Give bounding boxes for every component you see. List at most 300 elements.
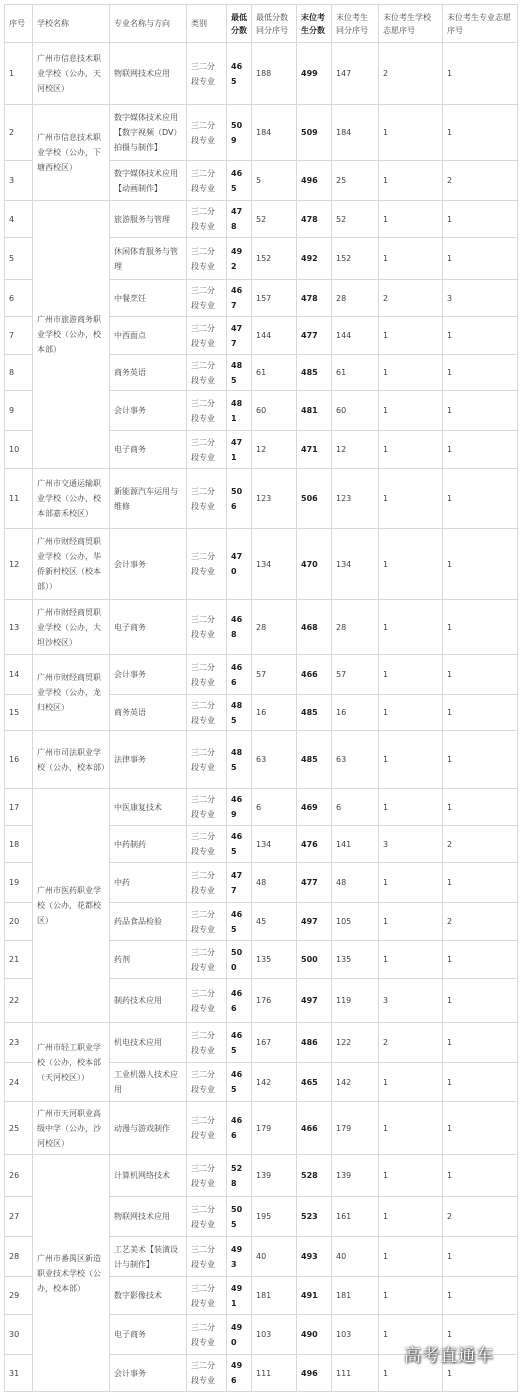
last-score-cell: 523 — [297, 1197, 332, 1237]
last-score-cell: 528 — [297, 1155, 332, 1197]
category-cell: 三二分段专业 — [187, 655, 227, 695]
major-cell: 中西面点 — [110, 317, 187, 355]
min-seq-cell: 103 — [252, 1315, 297, 1355]
last-seq-cell: 134 — [332, 529, 379, 600]
last-score-cell: 497 — [297, 903, 332, 941]
major-cell: 商务英语 — [110, 355, 187, 391]
major-cell: 中餐烹饪 — [110, 280, 187, 317]
major-cell: 会计事务 — [110, 391, 187, 431]
min-seq-cell: 48 — [252, 863, 297, 903]
category-cell: 三二分段专业 — [187, 1155, 227, 1197]
min-score-cell: 481 — [227, 391, 252, 431]
school-pref-cell: 1 — [379, 903, 443, 941]
seq-cell: 29 — [5, 1277, 33, 1315]
category-cell: 三二分段专业 — [187, 941, 227, 979]
last-seq-cell: 12 — [332, 431, 379, 469]
last-seq-cell: 142 — [332, 1063, 379, 1102]
major-pref-cell: 1 — [443, 1102, 518, 1155]
school-cell: 广州市信息技术职业学校（公办，下塘西校区） — [33, 105, 110, 201]
school-pref-cell: 1 — [379, 201, 443, 238]
school-pref-cell: 1 — [379, 105, 443, 161]
category-cell: 三二分段专业 — [187, 979, 227, 1023]
seq-cell: 8 — [5, 355, 33, 391]
school-pref-cell: 1 — [379, 863, 443, 903]
header-min-seq: 最低分数同分序号 — [252, 5, 297, 43]
school-pref-cell: 1 — [379, 695, 443, 731]
last-score-cell: 485 — [297, 695, 332, 731]
min-seq-cell: 123 — [252, 469, 297, 529]
min-seq-cell: 157 — [252, 280, 297, 317]
min-seq-cell: 195 — [252, 1197, 297, 1237]
category-cell: 三二分段专业 — [187, 317, 227, 355]
watermark: 高考直通车 — [404, 1346, 494, 1366]
school-cell: 广州市财经商贸职业学校（公办，大坦沙校区） — [33, 600, 110, 655]
major-pref-cell: 1 — [443, 863, 518, 903]
min-seq-cell: 6 — [252, 789, 297, 826]
min-score-cell: 465 — [227, 1023, 252, 1063]
seq-cell: 7 — [5, 317, 33, 355]
last-score-cell: 469 — [297, 789, 332, 826]
category-cell: 三二分段专业 — [187, 355, 227, 391]
seq-cell: 24 — [5, 1063, 33, 1102]
min-score-cell: 467 — [227, 280, 252, 317]
seq-cell: 13 — [5, 600, 33, 655]
major-cell: 商务英语 — [110, 695, 187, 731]
school-pref-cell: 1 — [379, 355, 443, 391]
major-pref-cell: 1 — [443, 469, 518, 529]
last-score-cell: 497 — [297, 979, 332, 1023]
header-major-pref: 末位考生专业志愿序号 — [443, 5, 518, 43]
category-cell: 三二分段专业 — [187, 43, 227, 105]
major-pref-cell: 1 — [443, 600, 518, 655]
school-cell: 广州市交通运输职业学校（公办，校本部嘉禾校区） — [33, 469, 110, 529]
major-cell: 数字媒体技术应用【动画制作】 — [110, 161, 187, 201]
seq-cell: 28 — [5, 1237, 33, 1277]
category-cell: 三二分段专业 — [187, 105, 227, 161]
last-seq-cell: 16 — [332, 695, 379, 731]
major-pref-cell: 1 — [443, 1237, 518, 1277]
school-pref-cell: 1 — [379, 391, 443, 431]
last-score-cell: 468 — [297, 600, 332, 655]
category-cell: 三二分段专业 — [187, 1355, 227, 1392]
table-row — [5, 469, 518, 529]
min-seq-cell: 60 — [252, 391, 297, 431]
last-seq-cell: 122 — [332, 1023, 379, 1063]
min-seq-cell: 45 — [252, 903, 297, 941]
category-cell: 三二分段专业 — [187, 731, 227, 789]
min-score-cell: 470 — [227, 529, 252, 600]
category-cell: 三二分段专业 — [187, 600, 227, 655]
major-pref-cell: 1 — [443, 529, 518, 600]
header-min-score: 最低分数 — [227, 5, 252, 43]
last-score-cell: 465 — [297, 1063, 332, 1102]
seq-cell: 12 — [5, 529, 33, 600]
min-seq-cell: 188 — [252, 43, 297, 105]
major-cell: 物联网技术应用 — [110, 43, 187, 105]
category-cell: 三二分段专业 — [187, 1023, 227, 1063]
major-cell: 会计事务 — [110, 1355, 187, 1392]
last-seq-cell: 144 — [332, 317, 379, 355]
min-score-cell: 466 — [227, 979, 252, 1023]
last-score-cell: 470 — [297, 529, 332, 600]
major-pref-cell: 1 — [443, 391, 518, 431]
last-score-cell: 500 — [297, 941, 332, 979]
major-pref-cell: 2 — [443, 1197, 518, 1237]
table-row — [5, 105, 518, 161]
category-cell: 三二分段专业 — [187, 161, 227, 201]
min-score-cell: 491 — [227, 1277, 252, 1315]
last-seq-cell: 60 — [332, 391, 379, 431]
school-pref-cell: 1 — [379, 600, 443, 655]
min-score-cell: 528 — [227, 1155, 252, 1197]
last-seq-cell: 161 — [332, 1197, 379, 1237]
min-seq-cell: 134 — [252, 529, 297, 600]
table-row — [5, 201, 518, 238]
last-seq-cell: 181 — [332, 1277, 379, 1315]
min-seq-cell: 57 — [252, 655, 297, 695]
school-cell: 广州市信息技术职业学校（公办，天河校区） — [33, 43, 110, 105]
last-seq-cell: 63 — [332, 731, 379, 789]
min-score-cell: 466 — [227, 655, 252, 695]
major-cell: 数字影像技术 — [110, 1277, 187, 1315]
last-score-cell: 486 — [297, 1023, 332, 1063]
school-pref-cell: 1 — [379, 1237, 443, 1277]
table-row — [5, 529, 518, 600]
min-score-cell: 466 — [227, 1102, 252, 1155]
school-pref-cell: 2 — [379, 1023, 443, 1063]
last-seq-cell: 152 — [332, 238, 379, 280]
min-score-cell: 509 — [227, 105, 252, 161]
major-cell: 法律事务 — [110, 731, 187, 789]
major-cell: 计算机网络技术 — [110, 1155, 187, 1197]
school-pref-cell: 1 — [379, 469, 443, 529]
min-seq-cell: 135 — [252, 941, 297, 979]
seq-cell: 3 — [5, 161, 33, 201]
last-score-cell: 496 — [297, 161, 332, 201]
last-seq-cell: 139 — [332, 1155, 379, 1197]
category-cell: 三二分段专业 — [187, 280, 227, 317]
min-seq-cell: 12 — [252, 431, 297, 469]
school-cell: 广州市轻工职业学校（公办，校本部（天河校区）） — [33, 1023, 110, 1102]
table-row — [5, 1023, 518, 1063]
last-score-cell: 499 — [297, 43, 332, 105]
seq-cell: 25 — [5, 1102, 33, 1155]
last-score-cell: 478 — [297, 280, 332, 317]
major-pref-cell: 1 — [443, 317, 518, 355]
category-cell: 三二分段专业 — [187, 1237, 227, 1277]
header-category: 类别 — [187, 5, 227, 43]
major-cell: 电子商务 — [110, 1315, 187, 1355]
school-pref-cell: 1 — [379, 1155, 443, 1197]
school-cell: 广州市旅游商务职业学校（公办，校本部） — [33, 201, 110, 469]
table-row — [5, 1102, 518, 1155]
school-pref-cell: 1 — [379, 1102, 443, 1155]
last-score-cell: 490 — [297, 1315, 332, 1355]
major-cell: 会计事务 — [110, 655, 187, 695]
seq-cell: 6 — [5, 280, 33, 317]
last-seq-cell: 105 — [332, 903, 379, 941]
major-pref-cell: 1 — [443, 431, 518, 469]
major-pref-cell: 1 — [443, 355, 518, 391]
school-pref-cell: 2 — [379, 280, 443, 317]
min-score-cell: 465 — [227, 826, 252, 863]
last-score-cell: 491 — [297, 1277, 332, 1315]
last-score-cell: 478 — [297, 201, 332, 238]
header-last-score: 末位考生分数 — [297, 5, 332, 43]
table-body — [5, 43, 518, 1392]
seq-cell: 31 — [5, 1355, 33, 1392]
last-seq-cell: 28 — [332, 600, 379, 655]
school-cell: 广州市天河职业高级中学（公办，沙河校区） — [33, 1102, 110, 1155]
major-cell: 休闲体育服务与管理 — [110, 238, 187, 280]
major-cell: 会计事务 — [110, 529, 187, 600]
min-seq-cell: 61 — [252, 355, 297, 391]
major-pref-cell: 1 — [443, 789, 518, 826]
last-score-cell: 506 — [297, 469, 332, 529]
table-row — [5, 655, 518, 695]
seq-cell: 21 — [5, 941, 33, 979]
min-score-cell: 496 — [227, 1355, 252, 1392]
category-cell: 三二分段专业 — [187, 695, 227, 731]
category-cell: 三二分段专业 — [187, 391, 227, 431]
school-pref-cell: 1 — [379, 941, 443, 979]
major-pref-cell: 1 — [443, 1315, 518, 1355]
major-pref-cell: 2 — [443, 161, 518, 201]
min-seq-cell: 144 — [252, 317, 297, 355]
min-score-cell: 465 — [227, 43, 252, 105]
header-last-seq: 末位考生同分序号 — [332, 5, 379, 43]
category-cell: 三二分段专业 — [187, 1197, 227, 1237]
category-cell: 三二分段专业 — [187, 529, 227, 600]
last-seq-cell: 184 — [332, 105, 379, 161]
major-cell: 中医康复技术 — [110, 789, 187, 826]
seq-cell: 17 — [5, 789, 33, 826]
school-pref-cell: 1 — [379, 1355, 443, 1392]
table-row — [5, 1155, 518, 1197]
major-cell: 物联网技术应用 — [110, 1197, 187, 1237]
min-seq-cell: 181 — [252, 1277, 297, 1315]
last-seq-cell: 57 — [332, 655, 379, 695]
major-cell: 工业机器人技术应用 — [110, 1063, 187, 1102]
major-cell: 中药制药 — [110, 826, 187, 863]
category-cell: 三二分段专业 — [187, 1277, 227, 1315]
major-cell: 电子商务 — [110, 431, 187, 469]
school-pref-cell: 1 — [379, 1277, 443, 1315]
school-pref-cell: 1 — [379, 1197, 443, 1237]
seq-cell: 19 — [5, 863, 33, 903]
last-score-cell: 481 — [297, 391, 332, 431]
major-pref-cell: 1 — [443, 1023, 518, 1063]
category-cell: 三二分段专业 — [187, 789, 227, 826]
last-seq-cell: 147 — [332, 43, 379, 105]
major-pref-cell: 1 — [443, 1355, 518, 1392]
last-score-cell: 466 — [297, 655, 332, 695]
min-score-cell: 485 — [227, 731, 252, 789]
category-cell: 三二分段专业 — [187, 1315, 227, 1355]
min-score-cell: 505 — [227, 1197, 252, 1237]
min-seq-cell: 111 — [252, 1355, 297, 1392]
major-pref-cell: 1 — [443, 731, 518, 789]
min-seq-cell: 40 — [252, 1237, 297, 1277]
category-cell: 三二分段专业 — [187, 903, 227, 941]
min-score-cell: 471 — [227, 431, 252, 469]
last-score-cell: 485 — [297, 731, 332, 789]
min-score-cell: 485 — [227, 695, 252, 731]
min-score-cell: 506 — [227, 469, 252, 529]
last-seq-cell: 28 — [332, 280, 379, 317]
min-score-cell: 493 — [227, 1237, 252, 1277]
min-score-cell: 465 — [227, 161, 252, 201]
major-cell: 药品食品检验 — [110, 903, 187, 941]
min-score-cell: 469 — [227, 789, 252, 826]
major-pref-cell: 1 — [443, 979, 518, 1023]
table-row — [5, 731, 518, 789]
major-cell: 工艺美术【装潢设计与制作】 — [110, 1237, 187, 1277]
school-cell: 广州市财经商贸职业学校（公办，华侨新村校区（校本部）） — [33, 529, 110, 600]
seq-cell: 10 — [5, 431, 33, 469]
last-seq-cell: 119 — [332, 979, 379, 1023]
last-seq-cell: 141 — [332, 826, 379, 863]
category-cell: 三二分段专业 — [187, 1102, 227, 1155]
last-seq-cell: 61 — [332, 355, 379, 391]
category-cell: 三二分段专业 — [187, 469, 227, 529]
last-seq-cell: 123 — [332, 469, 379, 529]
school-cell: 广州市财经商贸职业学校（公办，龙归校区） — [33, 655, 110, 731]
seq-cell: 4 — [5, 201, 33, 238]
min-score-cell: 485 — [227, 355, 252, 391]
table-header-row — [5, 5, 518, 43]
category-cell: 三二分段专业 — [187, 826, 227, 863]
last-score-cell: 496 — [297, 1355, 332, 1392]
major-pref-cell: 1 — [443, 695, 518, 731]
school-cell: 广州市医药职业学校（公办，花都校区） — [33, 789, 110, 1023]
major-cell: 数字媒体技术应用【数字视频（DV）拍摄与制作】 — [110, 105, 187, 161]
school-pref-cell: 1 — [379, 1315, 443, 1355]
header-seq: 序号 — [5, 5, 33, 43]
major-pref-cell: 3 — [443, 280, 518, 317]
min-seq-cell: 52 — [252, 201, 297, 238]
seq-cell: 15 — [5, 695, 33, 731]
min-score-cell: 465 — [227, 1063, 252, 1102]
major-cell: 制药技术应用 — [110, 979, 187, 1023]
school-pref-cell: 1 — [379, 317, 443, 355]
min-score-cell: 478 — [227, 201, 252, 238]
major-pref-cell: 1 — [443, 1063, 518, 1102]
header-school-pref: 末位考生学校志愿序号 — [379, 5, 443, 43]
last-score-cell: 485 — [297, 355, 332, 391]
category-cell: 三二分段专业 — [187, 1063, 227, 1102]
min-seq-cell: 179 — [252, 1102, 297, 1155]
last-score-cell: 477 — [297, 317, 332, 355]
major-pref-cell: 1 — [443, 1155, 518, 1197]
major-pref-cell: 2 — [443, 903, 518, 941]
last-score-cell: 477 — [297, 863, 332, 903]
min-seq-cell: 167 — [252, 1023, 297, 1063]
major-pref-cell: 1 — [443, 43, 518, 105]
header-school: 学校名称 — [33, 5, 110, 43]
school-pref-cell: 1 — [379, 655, 443, 695]
min-seq-cell: 139 — [252, 1155, 297, 1197]
last-seq-cell: 135 — [332, 941, 379, 979]
seq-cell: 30 — [5, 1315, 33, 1355]
seq-cell: 16 — [5, 731, 33, 789]
seq-cell: 5 — [5, 238, 33, 280]
table-row — [5, 600, 518, 655]
last-seq-cell: 52 — [332, 201, 379, 238]
min-seq-cell: 16 — [252, 695, 297, 731]
major-cell: 动漫与游戏制作 — [110, 1102, 187, 1155]
min-score-cell: 490 — [227, 1315, 252, 1355]
seq-cell: 1 — [5, 43, 33, 105]
min-seq-cell: 63 — [252, 731, 297, 789]
seq-cell: 11 — [5, 469, 33, 529]
school-pref-cell: 1 — [379, 1063, 443, 1102]
admission-score-table — [4, 4, 518, 1392]
school-pref-cell: 1 — [379, 161, 443, 201]
major-pref-cell: 1 — [443, 941, 518, 979]
min-seq-cell: 134 — [252, 826, 297, 863]
last-score-cell: 471 — [297, 431, 332, 469]
header-major: 专业名称与方向 — [110, 5, 187, 43]
seq-cell: 26 — [5, 1155, 33, 1197]
table-row — [5, 789, 518, 826]
last-seq-cell: 25 — [332, 161, 379, 201]
school-pref-cell: 1 — [379, 529, 443, 600]
last-score-cell: 466 — [297, 1102, 332, 1155]
major-cell: 旅游服务与管理 — [110, 201, 187, 238]
min-score-cell: 465 — [227, 903, 252, 941]
last-score-cell: 493 — [297, 1237, 332, 1277]
school-pref-cell: 1 — [379, 731, 443, 789]
category-cell: 三二分段专业 — [187, 238, 227, 280]
seq-cell: 23 — [5, 1023, 33, 1063]
last-score-cell: 509 — [297, 105, 332, 161]
school-pref-cell: 1 — [379, 238, 443, 280]
last-score-cell: 492 — [297, 238, 332, 280]
last-seq-cell: 6 — [332, 789, 379, 826]
major-pref-cell: 1 — [443, 105, 518, 161]
min-score-cell: 477 — [227, 863, 252, 903]
category-cell: 三二分段专业 — [187, 201, 227, 238]
major-pref-cell: 1 — [443, 201, 518, 238]
major-pref-cell: 2 — [443, 826, 518, 863]
last-seq-cell: 40 — [332, 1237, 379, 1277]
seq-cell: 14 — [5, 655, 33, 695]
major-cell: 药剂 — [110, 941, 187, 979]
min-seq-cell: 142 — [252, 1063, 297, 1102]
seq-cell: 2 — [5, 105, 33, 161]
major-cell: 中药 — [110, 863, 187, 903]
min-score-cell: 492 — [227, 238, 252, 280]
major-pref-cell: 1 — [443, 238, 518, 280]
category-cell: 三二分段专业 — [187, 863, 227, 903]
school-pref-cell: 3 — [379, 826, 443, 863]
seq-cell: 20 — [5, 903, 33, 941]
school-cell: 广州市番禺区新造职业技术学校（公办，校本部） — [33, 1155, 110, 1392]
min-seq-cell: 5 — [252, 161, 297, 201]
min-seq-cell: 152 — [252, 238, 297, 280]
school-pref-cell: 1 — [379, 431, 443, 469]
school-pref-cell: 2 — [379, 43, 443, 105]
seq-cell: 22 — [5, 979, 33, 1023]
min-seq-cell: 176 — [252, 979, 297, 1023]
last-seq-cell: 48 — [332, 863, 379, 903]
major-cell: 电子商务 — [110, 600, 187, 655]
min-seq-cell: 184 — [252, 105, 297, 161]
major-cell: 机电技术应用 — [110, 1023, 187, 1063]
min-score-cell: 477 — [227, 317, 252, 355]
major-pref-cell: 1 — [443, 1277, 518, 1315]
